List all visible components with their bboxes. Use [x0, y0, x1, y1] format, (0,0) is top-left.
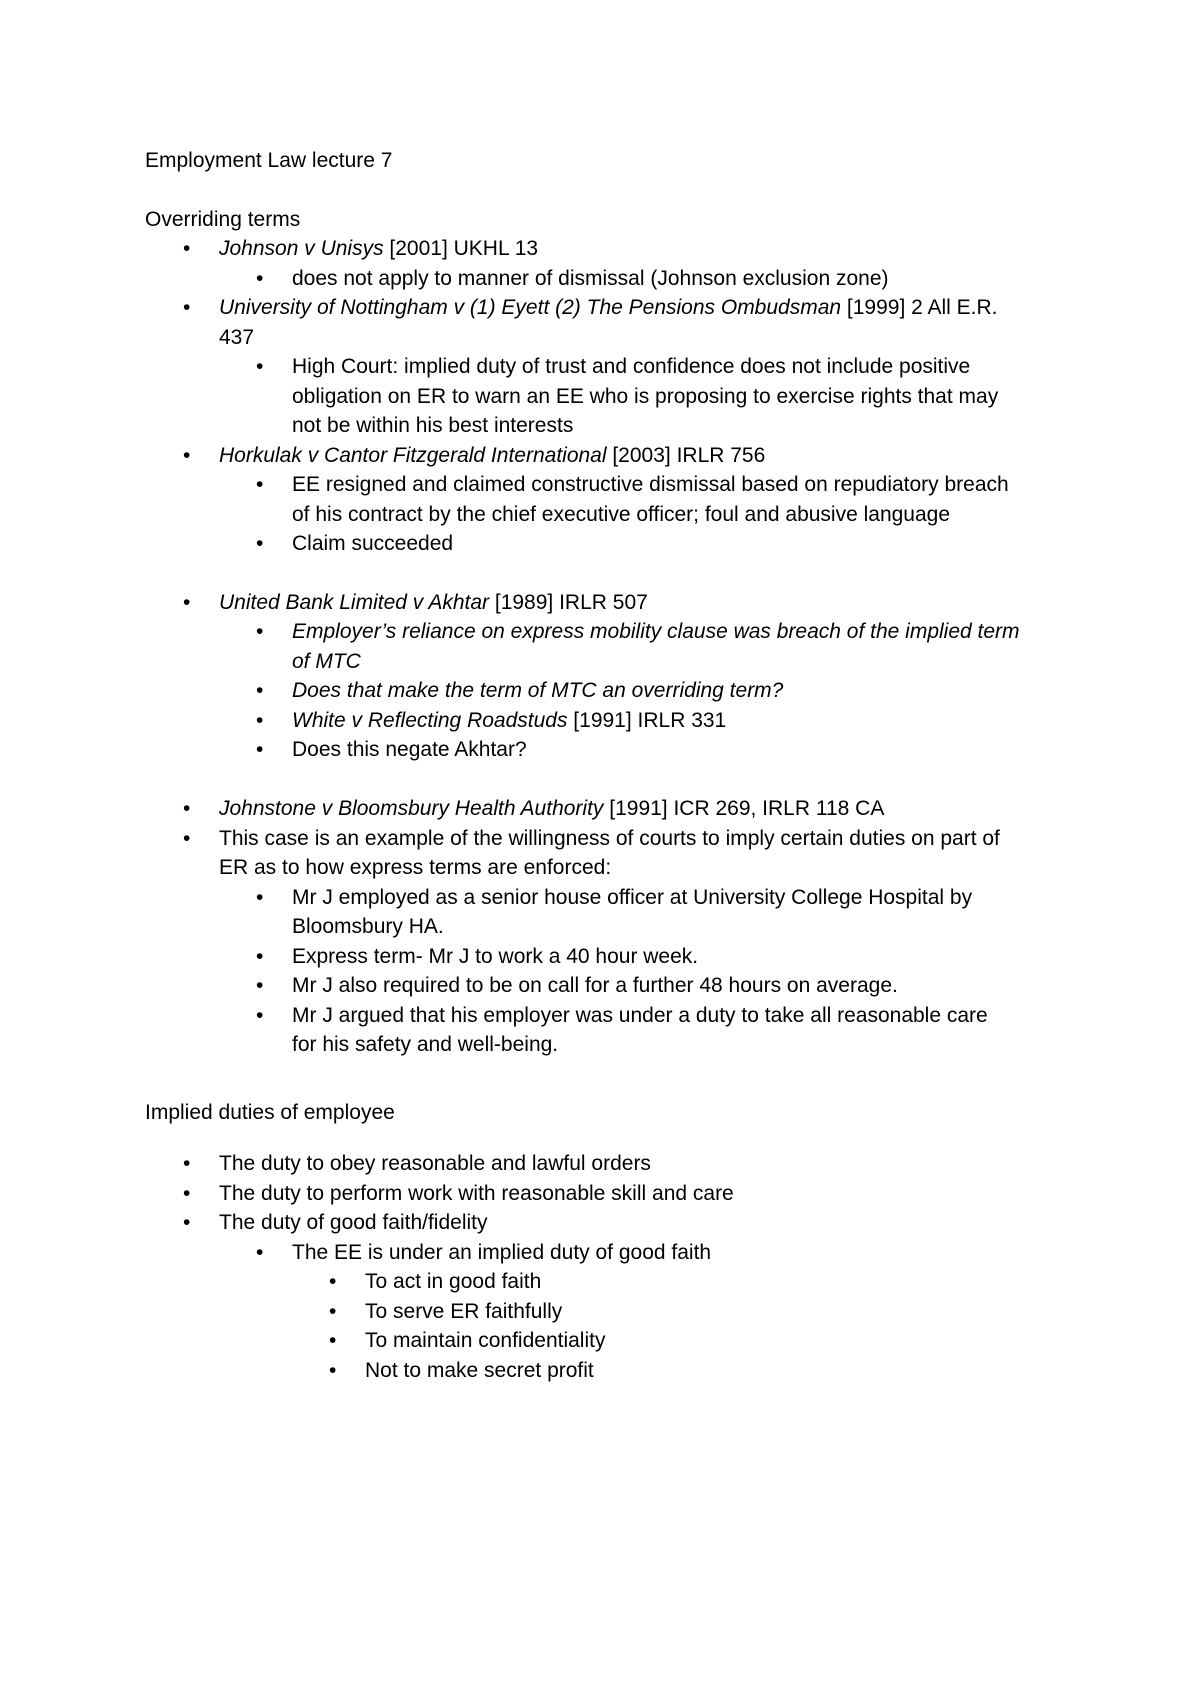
text-run: [2003] IRLR 756 — [606, 444, 766, 467]
list-item-text — [219, 443, 765, 469]
text-run: The EE is under an implied duty of good faith — [292, 1241, 712, 1264]
list-item — [0, 1328, 1200, 1354]
text-run: The duty of good faith/fidelity — [219, 1211, 488, 1234]
text-run: Express term- Mr J to work a 40 hour week. — [292, 945, 699, 968]
text-run: [2001] UKHL 13 — [383, 237, 539, 260]
list-item — [0, 531, 1200, 557]
list-item-text — [292, 649, 361, 675]
list-item — [0, 678, 1200, 704]
list-item-text — [292, 944, 698, 970]
text-run: [1999] 2 All E.R. — [841, 296, 998, 319]
list-item — [0, 384, 1200, 410]
list-item — [0, 472, 1200, 498]
list-item — [0, 413, 1200, 439]
list-item-text — [292, 531, 453, 557]
text-run: Does this negate Akhtar? — [292, 738, 527, 761]
list-item-text — [292, 678, 783, 704]
text-run: [1991] ICR 269, IRLR 118 CA — [603, 797, 885, 820]
list-item — [0, 1003, 1200, 1029]
section-heading-implied-duties: Implied duties of employee — [145, 1101, 395, 1124]
list-item-text — [365, 1358, 594, 1384]
bullet-icon: • — [256, 1004, 264, 1027]
text-run: The duty to obey reasonable and lawful orders — [219, 1152, 651, 1175]
bullet-icon: • — [256, 709, 264, 732]
list-item — [0, 1151, 1200, 1177]
list-item-text — [219, 855, 611, 881]
list-item-text — [292, 1003, 988, 1029]
list-item-text — [292, 384, 998, 410]
bullet-icon: • — [183, 591, 191, 614]
text-run: does not apply to manner of dismissal (Johnson exclusion zone) — [292, 267, 889, 290]
list-item — [0, 796, 1200, 822]
bullet-icon: • — [183, 1152, 191, 1175]
bullet-icon: • — [256, 1241, 264, 1264]
text-run: 437 — [219, 326, 255, 349]
list-item — [0, 502, 1200, 528]
text-run: Mr J argued that his employer was under a duty to take all reasonable care — [292, 1004, 988, 1027]
bullet-icon: • — [256, 945, 264, 968]
list-item — [0, 443, 1200, 469]
case-name-text: United Bank Limited v Akhtar — [219, 591, 490, 614]
case-name-text: Employer’s reliance on express mobility clause was breach of the implied term — [292, 620, 1020, 643]
bullet-icon: • — [256, 620, 264, 643]
list-item-text — [292, 973, 898, 999]
text-run: obligation on ER to warn an EE who is proposing to exercise rights that may — [292, 385, 999, 408]
list-item — [0, 914, 1200, 940]
list-item — [0, 1181, 1200, 1207]
bullet-icon: • — [329, 1359, 337, 1382]
text-run: Not to make secret profit — [365, 1359, 594, 1382]
text-run: EE resigned and claimed constructive dismissal based on repudiatory breach — [292, 473, 1009, 496]
case-name-text: White v Reflecting Roadstuds — [292, 709, 568, 732]
list-item-text — [292, 737, 527, 763]
bullet-icon: • — [183, 444, 191, 467]
list-item — [0, 1032, 1200, 1058]
case-name-text: University of Nottingham v (1) Eyett (2) The Pensions Ombudsman — [219, 296, 842, 319]
text-run: [1989] IRLR 507 — [489, 591, 648, 614]
list-item-text — [292, 1240, 711, 1266]
bullet-icon: • — [256, 473, 264, 496]
list-item-text — [219, 295, 998, 321]
list-item — [0, 619, 1200, 645]
list-item-text — [292, 885, 972, 911]
bullet-icon: • — [256, 974, 264, 997]
list-item — [0, 295, 1200, 321]
list-item-text — [292, 914, 444, 940]
list-item-text — [365, 1299, 562, 1325]
text-run: To maintain confidentiality — [365, 1329, 606, 1352]
bullet-icon: • — [183, 237, 191, 260]
case-name-text: of MTC — [292, 650, 361, 673]
case-name-text: Johnstone v Bloomsbury Health Authority — [219, 797, 604, 820]
list-item-text — [365, 1269, 541, 1295]
bullet-icon: • — [329, 1300, 337, 1323]
list-item-text — [292, 266, 889, 292]
text-run: High Court: implied duty of trust and confidence does not include positive — [292, 355, 971, 378]
bullet-icon: • — [183, 296, 191, 319]
case-name-text: Johnson v Unisys — [219, 237, 384, 260]
list-item-text — [219, 1151, 651, 1177]
bullet-icon: • — [256, 738, 264, 761]
bullet-icon: • — [329, 1270, 337, 1293]
list-item — [0, 708, 1200, 734]
bullet-icon: • — [183, 1182, 191, 1205]
list-item — [0, 266, 1200, 292]
list-item-text — [219, 826, 1000, 852]
bullet-icon: • — [183, 1211, 191, 1234]
list-item — [0, 944, 1200, 970]
list-item — [0, 236, 1200, 262]
list-item — [0, 354, 1200, 380]
bullet-icon: • — [256, 355, 264, 378]
bullet-icon: • — [329, 1329, 337, 1352]
text-run: Bloomsbury HA. — [292, 915, 444, 938]
list-item-text — [292, 472, 1009, 498]
text-run: Mr J employed as a senior house officer at University College Hospital by — [292, 886, 973, 909]
bullet-icon: • — [256, 886, 264, 909]
bullet-icon: • — [256, 679, 264, 702]
text-run: The duty to perform work with reasonable skill and care — [219, 1182, 734, 1205]
text-run: ER as to how express terms are enforced: — [219, 856, 612, 879]
list-item-text — [292, 354, 970, 380]
text-run: Mr J also required to be on call for a further 48 hours on average. — [292, 974, 898, 997]
list-item-text — [219, 1181, 734, 1207]
text-run: To act in good faith — [365, 1270, 542, 1293]
case-name-text: Does that make the term of MTC an overriding term? — [292, 679, 784, 702]
text-run: not be within his best interests — [292, 414, 574, 437]
list-item — [0, 1210, 1200, 1236]
text-run: To serve ER faithfully — [365, 1300, 563, 1323]
list-item — [0, 590, 1200, 616]
list-item-text — [365, 1328, 605, 1354]
list-item — [0, 855, 1200, 881]
text-run: of his contract by the chief executive officer; foul and abusive language — [292, 503, 951, 526]
document-title: Employment Law lecture 7 — [145, 149, 393, 172]
bullet-icon: • — [256, 267, 264, 290]
case-name-text: Horkulak v Cantor Fitzgerald International — [219, 444, 607, 467]
list-item — [0, 737, 1200, 763]
list-item — [0, 973, 1200, 999]
list-item-text — [292, 708, 726, 734]
bullet-icon: • — [183, 827, 191, 850]
list-item-text — [219, 325, 254, 351]
list-item-text — [292, 1032, 558, 1058]
list-item — [0, 649, 1200, 675]
list-item-text — [219, 796, 884, 822]
list-item-text — [219, 1210, 488, 1236]
list-item — [0, 1269, 1200, 1295]
text-run: Claim succeeded — [292, 532, 454, 555]
text-run: [1991] IRLR 331 — [567, 709, 727, 732]
bullet-icon: • — [183, 797, 191, 820]
list-item-text — [292, 502, 950, 528]
list-item-text — [292, 413, 573, 439]
list-item — [0, 1358, 1200, 1384]
list-item — [0, 1240, 1200, 1266]
text-run: for his safety and well-being. — [292, 1033, 559, 1056]
list-item-text — [219, 236, 538, 262]
section-heading-overriding-terms: Overriding terms — [145, 208, 301, 231]
list-item — [0, 885, 1200, 911]
list-item — [0, 826, 1200, 852]
bullet-icon: • — [256, 532, 264, 555]
text-run: This case is an example of the willingness of courts to imply certain duties on part of — [219, 827, 1000, 850]
list-item — [0, 1299, 1200, 1325]
list-item-text — [219, 590, 648, 616]
list-item-text — [292, 619, 1020, 645]
list-item — [0, 325, 1200, 351]
